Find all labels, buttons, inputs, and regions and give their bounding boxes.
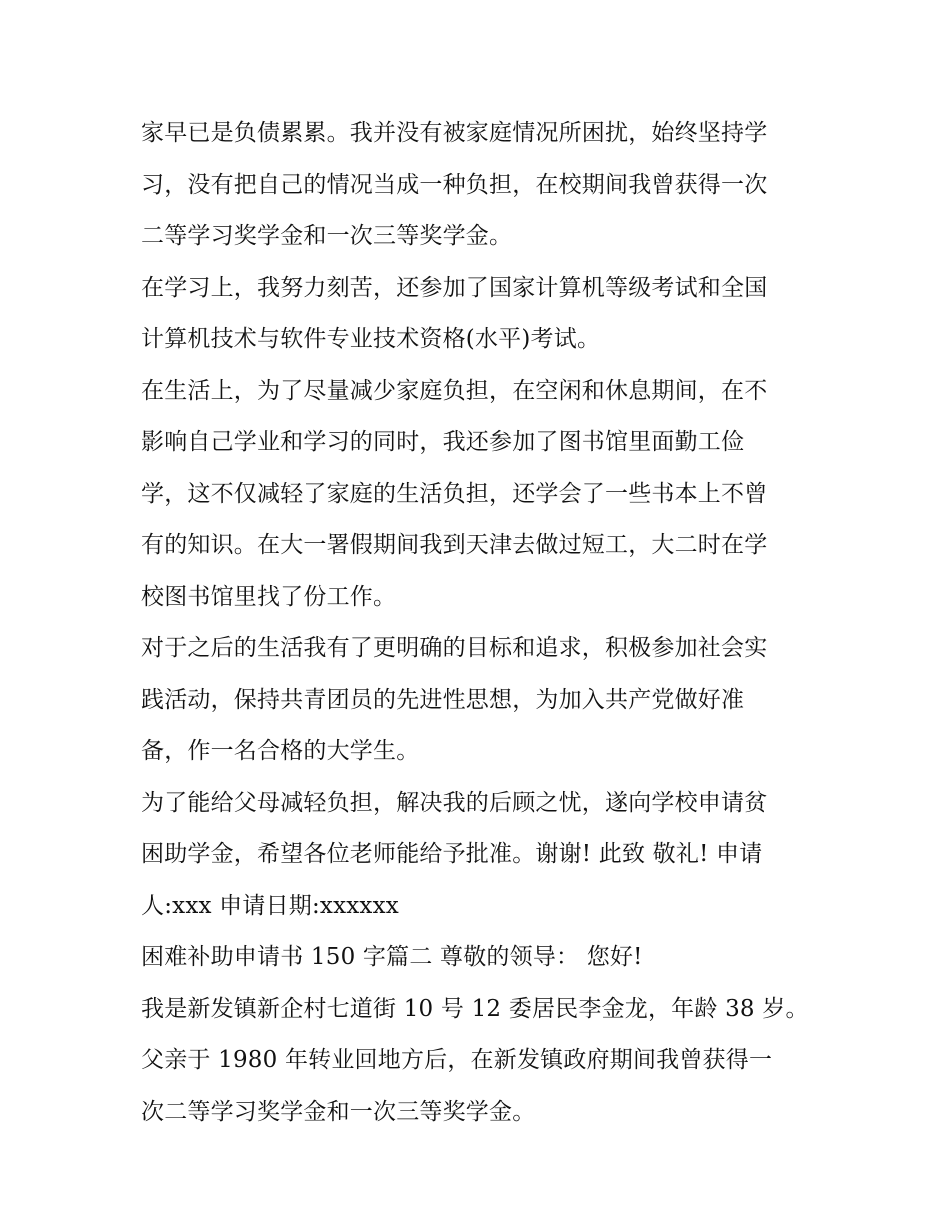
text-line: 为了能给父母减轻负担，解决我的后顾之忧，遂向学校申请贫 xyxy=(141,789,768,816)
text-line: 家早已是负债累累。我并没有被家庭情况所困扰，始终坚持学 xyxy=(141,120,768,146)
document-body xyxy=(141,108,821,1138)
text-line: 校图书馆里找了份工作。 xyxy=(141,583,397,610)
text-line: 次二等学习奖学金和一次三等奖学金。 xyxy=(141,1098,536,1125)
text-line: 二等学习奖学金和一次三等奖学金。 xyxy=(141,223,513,249)
text-line: 备，作一名合格的大学生。 xyxy=(141,738,420,764)
text-line: 人:xxx 申请日期:xxxxxx xyxy=(141,892,399,919)
text-line: 践活动，保持共青团员的先进性思想，为加入共产党做好准 xyxy=(141,686,745,713)
text-line: 有的知识。在大一署假期间我到天津去做过短工，大二时在学 xyxy=(141,532,768,558)
text-line: 影响自己学业和学习的同时，我还参加了图书馆里面勤工俭 xyxy=(141,429,745,455)
text-line: 父亲于 1980 年转业回地方后，在新发镇政府期间我曾获得一 xyxy=(141,1047,773,1073)
text-line: 学，这不仅减轻了家庭的生活负担，还学会了一些书本上不曾 xyxy=(141,480,768,507)
text-line: 在学习上，我努力刻苦，还参加了国家计算机等级考试和全国 xyxy=(141,274,768,301)
text-line: 困助学金，希望各位老师能给予批准。谢谢! 此致 敬礼! 申请 xyxy=(141,841,763,867)
text-line: 计算机技术与软件专业技术资格(水平)考试。 xyxy=(141,326,601,352)
text-line: 对于之后的生活我有了更明确的目标和追求，积极参加社会实 xyxy=(141,635,768,661)
text-line: 困难补助申请书 150 字篇二 尊敬的领导： 您好! xyxy=(141,944,643,970)
text-line: 在生活上，为了尽量减少家庭负担，在空闲和休息期间，在不 xyxy=(141,377,768,404)
text-line: 习，没有把自己的情况当成一种负担，在校期间我曾获得一次 xyxy=(141,171,768,198)
text-line: 我是新发镇新企村七道街 10 号 12 委居民李金龙，年龄 38 岁。 xyxy=(141,995,809,1022)
